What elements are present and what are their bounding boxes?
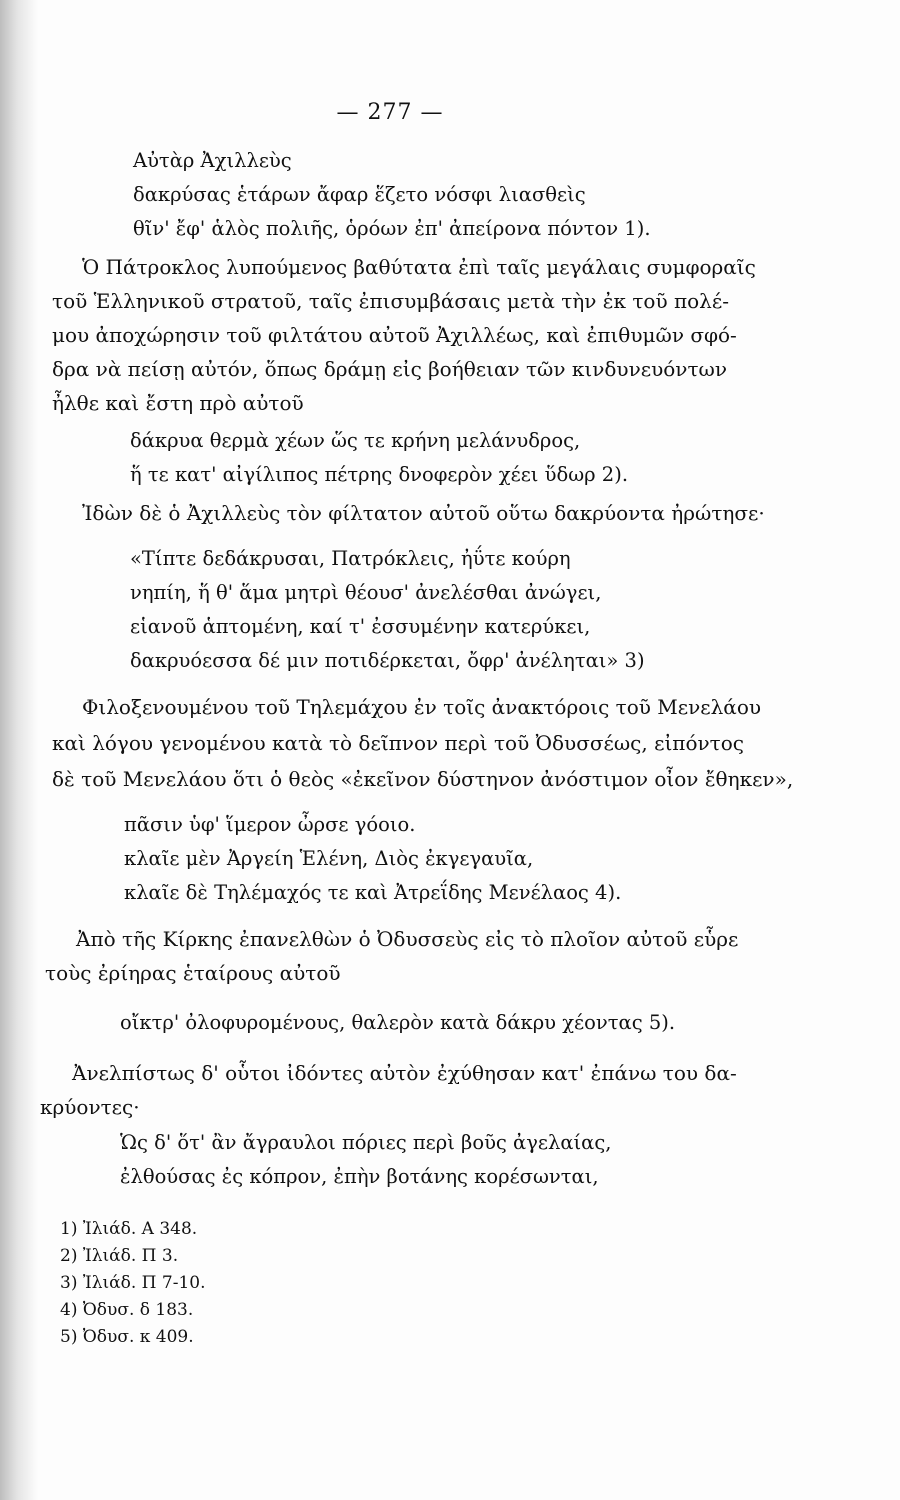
verse-line: ἐλθούσας ἐς κόπρον, ἐπὴν βοτάνης κορέσωνται,: [120, 1165, 599, 1188]
footnote: 5) Ὀδυσ. κ 409.: [60, 1327, 194, 1347]
verse-line: ἥ τε κατ' αἰγίλιπος πέτρης δνοφερὸν χέει ὕδωρ 2).: [130, 463, 629, 486]
verse-line: «Τίπτε δεδάκρυσαι, Πατρόκλεις, ἠΰτε κούρη: [130, 547, 571, 570]
prose-line: Ἰδὼν δὲ ὁ Ἀχιλλεὺς τὸν φίλτατον αὐτοῦ οὕτω δακρύοντα ἠρώτησε·: [82, 501, 765, 525]
verse-line: εἱανοῦ ἁπτομένη, καί τ' ἐσσυμένην κατερύκει,: [130, 615, 591, 638]
footnote: 4) Ὀδυσ. δ 183.: [60, 1300, 194, 1320]
verse-line: κλαῖε μὲν Ἀργείη Ἑλένη, Διὸς ἐκγεγαυῖα,: [124, 847, 534, 870]
verse-line: θῖν' ἔφ' ἁλὸς πολιῆς, ὁρόων ἐπ' ἀπείρονα πόντον 1).: [133, 217, 651, 240]
prose-line: καὶ λόγου γενομένου κατὰ τὸ δεῖπνον περὶ τοῦ Ὀδυσσέως, εἰπόντος: [52, 731, 744, 755]
verse-line: πᾶσιν ὑφ' ἵμερον ὦρσε γόοιο.: [124, 813, 416, 836]
verse-line: Αὐτὰρ Ἀχιλλεὺς: [133, 149, 292, 172]
footnote: 1) Ἰλιάδ. Α 348.: [60, 1219, 198, 1239]
prose-line: μου ἀποχώρησιν τοῦ φιλτάτου αὐτοῦ Ἀχιλλέως, καὶ ἐπιθυμῶν σφό-: [52, 323, 737, 347]
verse-line: Ὡς δ' ὅτ' ἂν ἄγραυλοι πόριες περὶ βοῦς ἀγελαίας,: [120, 1131, 612, 1154]
prose-line: Ἀνελπίστως δ' οὗτοι ἰδόντες αὐτὸν ἐχύθησαν κατ' ἐπάνω του δα-: [72, 1061, 737, 1085]
verse-line: κλαῖε δὲ Τηλέμαχός τε καὶ Ἀτρεΐδης Μενέλαος 4).: [124, 881, 622, 904]
verse-line: δακρυόεσσα δέ μιν ποτιδέρκεται, ὄφρ' ἀνέληται» 3): [130, 649, 645, 672]
page-edge-shadow: [0, 0, 38, 1500]
verse-line: δάκρυα θερμὰ χέων ὥς τε κρήνη μελάνυδρος,: [130, 429, 581, 452]
verse-line: νηπίη, ἥ θ' ἅμα μητρὶ θέουσ' ἀνελέσθαι ἀνώγει,: [130, 581, 602, 604]
verse-line: οἴκτρ' ὀλοφυρομένους, θαλερὸν κατὰ δάκρυ χέοντας 5).: [120, 1011, 676, 1034]
verse-line: δακρύσας ἑτάρων ἄφαρ ἕζετο νόσφι λιασθεὶς: [133, 183, 586, 206]
prose-line: Φιλοξενουμένου τοῦ Τηλεμάχου ἐν τοῖς ἀνακτόροις τοῦ Μενελάου: [82, 695, 762, 719]
prose-line: τοῦ Ἑλληνικοῦ στρατοῦ, ταῖς ἐπισυμβάσαις μετὰ τὴν ἐκ τοῦ πολέ-: [52, 289, 729, 313]
footnote: 3) Ἰλιάδ. Π 7-10.: [60, 1273, 206, 1293]
page-number: — 277 —: [336, 100, 444, 125]
prose-line: Ὁ Πάτροκλος λυπούμενος βαθύτατα ἐπὶ ταῖς μεγάλαις συμφοραῖς: [82, 255, 756, 279]
prose-line: δρα νὰ πείσῃ αὐτόν, ὅπως δράμῃ εἰς βοήθειαν τῶν κινδυνευόντων: [52, 357, 727, 381]
prose-line: τοὺς ἐρίηρας ἑταίρους αὐτοῦ: [45, 961, 341, 985]
footnote: 2) Ἰλιάδ. Π 3.: [60, 1246, 179, 1266]
prose-line: Ἀπὸ τῆς Κίρκης ἐπανελθὼν ὁ Ὀδυσσεὺς εἰς τὸ πλοῖον αὐτοῦ εὗρε: [76, 927, 739, 951]
prose-line: κρύοντες·: [40, 1095, 140, 1119]
prose-line: δὲ τοῦ Μενελάου ὅτι ὁ θεὸς «ἐκεῖνον δύστηνον ἀνόστιμον οἶον ἔθηκεν»,: [52, 767, 794, 791]
prose-line: ἦλθε καὶ ἔστη πρὸ αὐτοῦ: [52, 391, 304, 415]
